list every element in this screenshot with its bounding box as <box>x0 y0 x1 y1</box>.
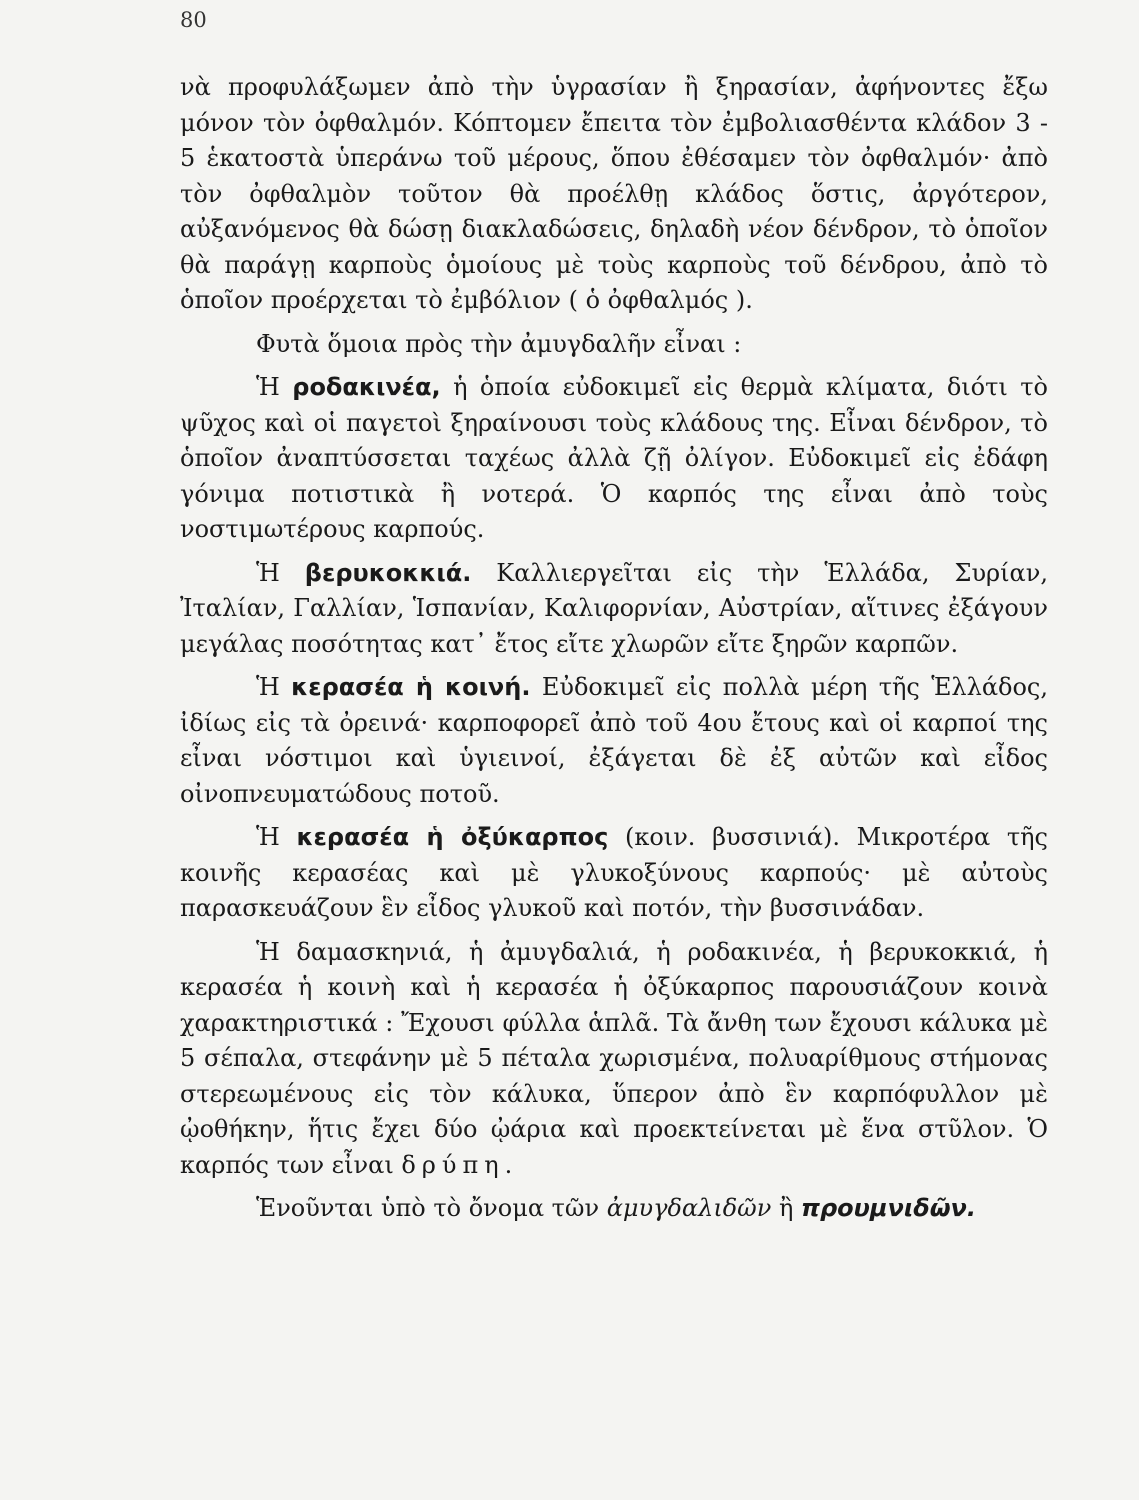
term-drupe: δρύπη <box>401 1150 505 1179</box>
paragraph-cherry: Ἡ κερασέα ἡ κοινή. Εὐδοκιμεῖ εἰς πολλὰ μέρη τῆς Ἑλλάδος, ἰδίως εἰς τὰ ὀρεινά· καρποφορεῖ ἀπὸ τοῦ 4ου ἔτους καὶ οἱ καρποί της εἶναι νόστιμοι καὶ ὑγιεινοί, ἐξάγεται δὲ ἐξ αὐτῶν καὶ εἶδος οἰνοπνευματώδους ποτοῦ. <box>180 673 1048 808</box>
term-cherry: κερασέα ἡ κοινή. <box>291 673 531 701</box>
term-sour-cherry: κερασέα ἡ ὀξύκαρπος <box>296 823 609 851</box>
paragraph-apricot: Ἡ βερυκοκκιά. Καλλιεργεῖται εἰς τὴν Ἑλλάδα, Συρίαν, Ἰταλίαν, Γαλλίαν, Ἱσπανίαν, Καλιφορνίαν, Αὐστρίαν, αἵτινες ἐξάγουν μεγάλας ποσότητας κατ᾽ ἔτος εἴτε χλωρῶν εἴτε ξηρῶν καρπῶν. <box>180 558 1048 658</box>
term-amygdalids: ἀμυγδαλιδῶν <box>606 1194 772 1222</box>
term-prunids: προυμνιδῶν. <box>800 1194 977 1222</box>
paragraph-grafting: νὰ προφυλάξωμεν ἀπὸ τὴν ὑγρασίαν ἢ ξηρασίαν, ἀφήνοντες ἔξω μόνον τὸν ὀφθαλμόν. Κόπτομεν ἔπειτα τὸν ἐμβολιασθέντα κλάδον 3 - 5 ἑκατοστὰ ὑπεράνω τοῦ μέρους, ὅπου ἐθέσαμεν τὸν ὀφθαλμόν· ἀπὸ τὸν ὀφθαλμὸν τοῦτον θὰ προέλθῃ κλάδος ὅστις, ἀργότερον, αὐξανόμενος θὰ δώσῃ διακλαδώσεις, δηλαδὴ νέον δένδρον, τὸ ὁποῖον θὰ παράγῃ καρποὺς ὁμοίους μὲ τοὺς καρποὺς τοῦ δένδρου, ἀπὸ τὸ ὁποῖον προέρχεται τὸ ἐμβόλιον ( ὁ ὀφθαλμός ). <box>180 73 1048 314</box>
page-number: 80 <box>180 8 207 32</box>
paragraph-similar-plants-intro: Φυτὰ ὅμοια πρὸς τὴν ἀμυγδαλῆν εἶναι : <box>256 329 742 358</box>
paragraph-common-traits: Ἡ δαμασκηνιά, ἡ ἀμυγδαλιά, ἡ ροδακινέα, ἡ βερυκοκκιά, ἡ κερασέα ἡ κοινὴ καὶ ἡ κερασέα ἡ ὀξύκαρπος παρουσιάζουν κοινὰ χαρακτηριστικά : Ἔχουσι φύλλα ἁπλᾶ. Τὰ ἄνθη των ἔχουσι κάλυκα μὲ 5 σέπαλα, στεφάνην μὲ 5 πέταλα χωρισμένα, πολυαρίθμους στήμονας στερεωμένους εἰς τὸν κάλυκα, ὕπερον ἀπὸ ἓν καρπόφυλλον μὲ ᾠοθήκην, ἥτις ἔχει δύο ᾠάρια καὶ προεκτείνεται μὲ ἕνα στῦλον. Ὁ καρπός των εἶναι δρύπη. <box>180 937 1048 1179</box>
body-text <box>180 70 1048 1227</box>
paragraph-peach: Ἡ ροδακινέα, ἡ ὁποία εὐδοκιμεῖ εἰς θερμὰ κλίματα, διότι τὸ ψῦχος καὶ οἱ παγετοὶ ξηραίνουσι τοὺς κλάδους της. Εἶναι δένδρον, τὸ ὁποῖον ἀναπτύσσεται ταχέως ἀλλὰ ζῇ ὀλίγον. Εὐδοκιμεῖ εἰς ἐδάφη γόνιμα ποτιστικὰ ἢ νοτερά. Ὁ καρπός της εἶναι ἀπὸ τοὺς νοστιμωτέρους καρπούς. <box>180 373 1048 543</box>
paragraph-sour-cherry: Ἡ κερασέα ἡ ὀξύκαρπος (κοιν. βυσσινιά). Μικροτέρα τῆς κοινῆς κερασέας καὶ μὲ γλυκοξύνους καρπούς· μὲ αὐτοὺς παρασκευάζουν ἓν εἶδος γλυκοῦ καὶ ποτόν, τὴν βυσσινάδαν. <box>180 823 1048 922</box>
term-peach: ροδακινέα, <box>292 373 441 401</box>
paragraph-family-name: Ἑνοῦνται ὑπὸ τὸ ὄνομα τῶν ἀμυγδαλιδῶν ἢ προυμνιδῶν. <box>256 1194 977 1222</box>
term-apricot: βερυκοκκιά. <box>304 558 472 587</box>
